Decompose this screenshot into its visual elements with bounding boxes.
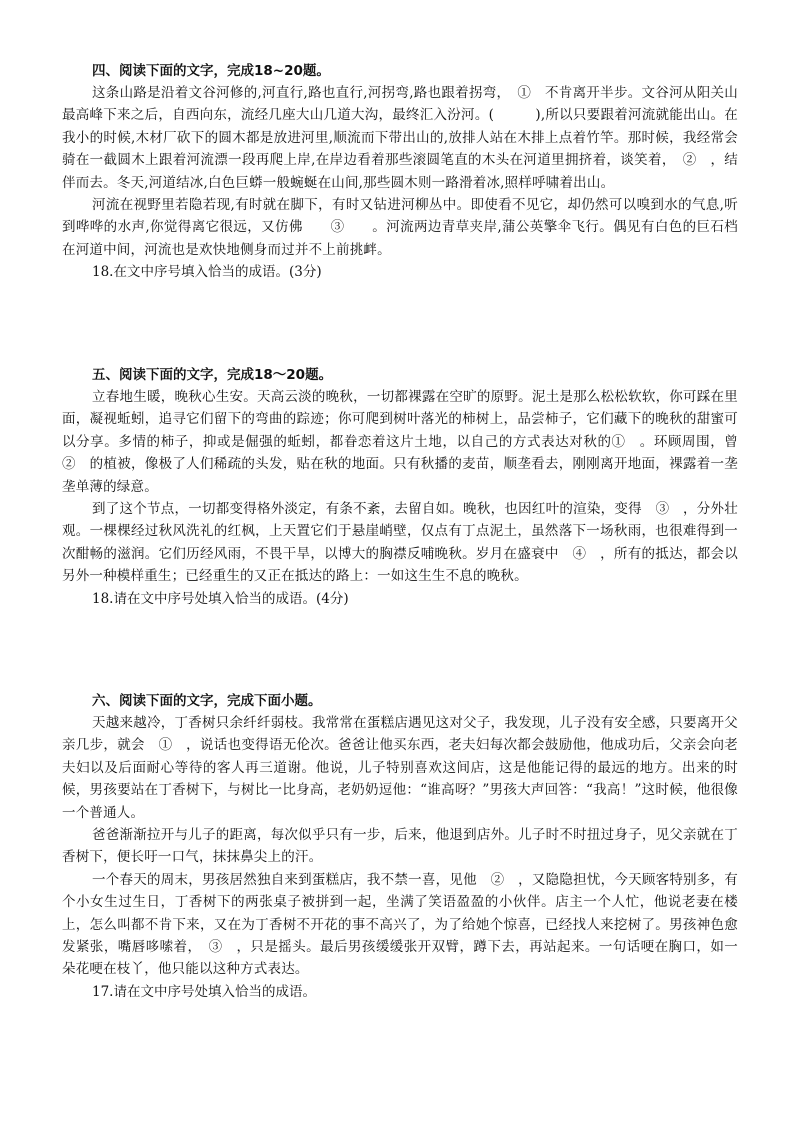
section-heading: 六、阅读下面的文字，完成下面小题。 — [92, 693, 322, 709]
section-six — [62, 690, 738, 1003]
passage-paragraph: 天越来越冷，丁香树只余纤纤弱枝。我常常在蛋糕店遇见这对父子，我发现，儿子没有安全感，只要离开父亲几步，就会 ① ，说话也变得语无伦次。爸爸让他买东西，老夫妇每次都会鼓励他，他成功后，父亲会向老夫妇以及后面耐心等待的客人再三道谢。他说，儿子特别喜欢这间店，这是他能记得的最远的地方。出来的时候，男孩要站在丁香树下，与树比一比身高，老奶奶逗他：“谁高呀？”男孩大声回答：“我高！”这时候，他很像一个普通人。 — [62, 715, 738, 821]
section-heading: 四、阅读下面的文字，完成18~20题。 — [92, 63, 330, 79]
passage-paragraph: 到了这个节点，一切都变得格外淡定，有条不紊，去留自如。晚秋，也因红叶的渲染，变得 ③ ，分外壮观。一棵棵经过秋风洗礼的红枫，上天置它们于悬崖峭壁，仅点有丁点泥土，虽然落下一场秋雨，也很难得到一次酣畅的滋润。它们历经风雨，不畏干旱，以博大的胸襟反哺晚秋。岁月在盛衰中 ④ ，所有的抵达，都会以另外一种模样重生；已经重生的又正在抵达的路上：一如这生生不息的晚秋。 — [62, 501, 738, 585]
section-heading: 五、阅读下面的文字，完成18～20题。 — [92, 367, 333, 383]
passage-paragraph: 爸爸渐渐拉开与儿子的距离，每次似乎只有一步，后来，他退到店外。儿子时不时扭过身子，见父亲就在丁香树下，便长吁一口气，抹抹鼻尖上的汗。 — [62, 827, 738, 866]
passage-paragraph: 一个春天的周末，男孩居然独自来到蛋糕店，我不禁一喜，见他 ② ，又隐隐担忧，今天顾客特别多，有个小女生过生日，丁香树下的两张桌子被拼到一起，坐满了笑语盈盈的小伙伴。店主一个人忙，他说老妻在楼上，怎么叫都不肯下来，又在为丁香树不开花的事不高兴了，为了给她个惊喜，已经找人来挖树了。男孩神色愈发紧张，嘴唇哆嗦着， ③ ，只是摇头。最后男孩缓缓张开双臂，蹲下去，再站起来。一句话哽在胸口，如一朵花哽在枝丫，他只能以这种方式表达。 — [62, 871, 738, 978]
question-item: 18.在文中序号填入恰当的成语。(3分) — [92, 264, 322, 281]
section-four — [62, 60, 738, 284]
section-five — [62, 364, 752, 610]
passage-paragraph: 这条山路是沿着文谷河修的,河直行,路也直行,河拐弯,路也跟着拐弯， ① 不肯离开半步。文谷河从阳关山最高峰下来之后，自西向东，流经几座大山几道大沟，最终汇入汾河。( ),所以只要跟着河流就能出山。在我小的时候,木材厂砍下的圆木都是放进河里,顺流而下带出山的,放排人站在木排上点着竹竿。那时候，我经常会骑在一截圆木上跟着河流漂一段再爬上岸,在岸边看着那些滚圆笔直的木头在河道里拥挤着，谈笑着， ② ，结伴而去。冬天,河道结冰,白色巨蟒一般蜿蜒在山间,那些圆木则一路滑着冰,照样呼啸着出山。 — [62, 85, 738, 191]
question-item: 18.请在文中序号处填入恰当的成语。(4分) — [92, 590, 349, 607]
question-item: 17.请在文中序号处填入恰当的成语。 — [92, 983, 316, 1000]
passage-paragraph: 河流在视野里若隐若现,有时就在脚下，有时又钻进河柳丛中。即使看不见它，却仍然可以嗅到水的气息,听到哗哗的水声,你觉得离它很远，又仿佛 ③ 。河流两边青草夹岸,蒲公英擎伞飞行。偶见有白色的巨石档在河道中间，河流也是欢快地侧身而过并不上前挑衅。 — [62, 197, 738, 258]
passage-paragraph: 立春地生暖，晚秋心生安。天高云淡的晚秋，一切都裸露在空旷的原野。泥土是那么松松软软，你可踩在里面，凝视蚯蚓，追寻它们留下的弯曲的踪迹；你可爬到树叶落光的柿树上，品尝柿子，它们藏下的晚秋的甜蜜可以分享。多情的柿子，抑或是倔强的蚯蚓，都眷恋着这片土地，以自己的方式表达对秋的① 。环顾周围，曾 ② 的植被，像极了人们稀疏的头发，贴在秋的地面。只有秋播的麦苗，顺垄看去，刚刚离开地面，裸露着一垄垄单薄的绿意。 — [62, 389, 752, 495]
